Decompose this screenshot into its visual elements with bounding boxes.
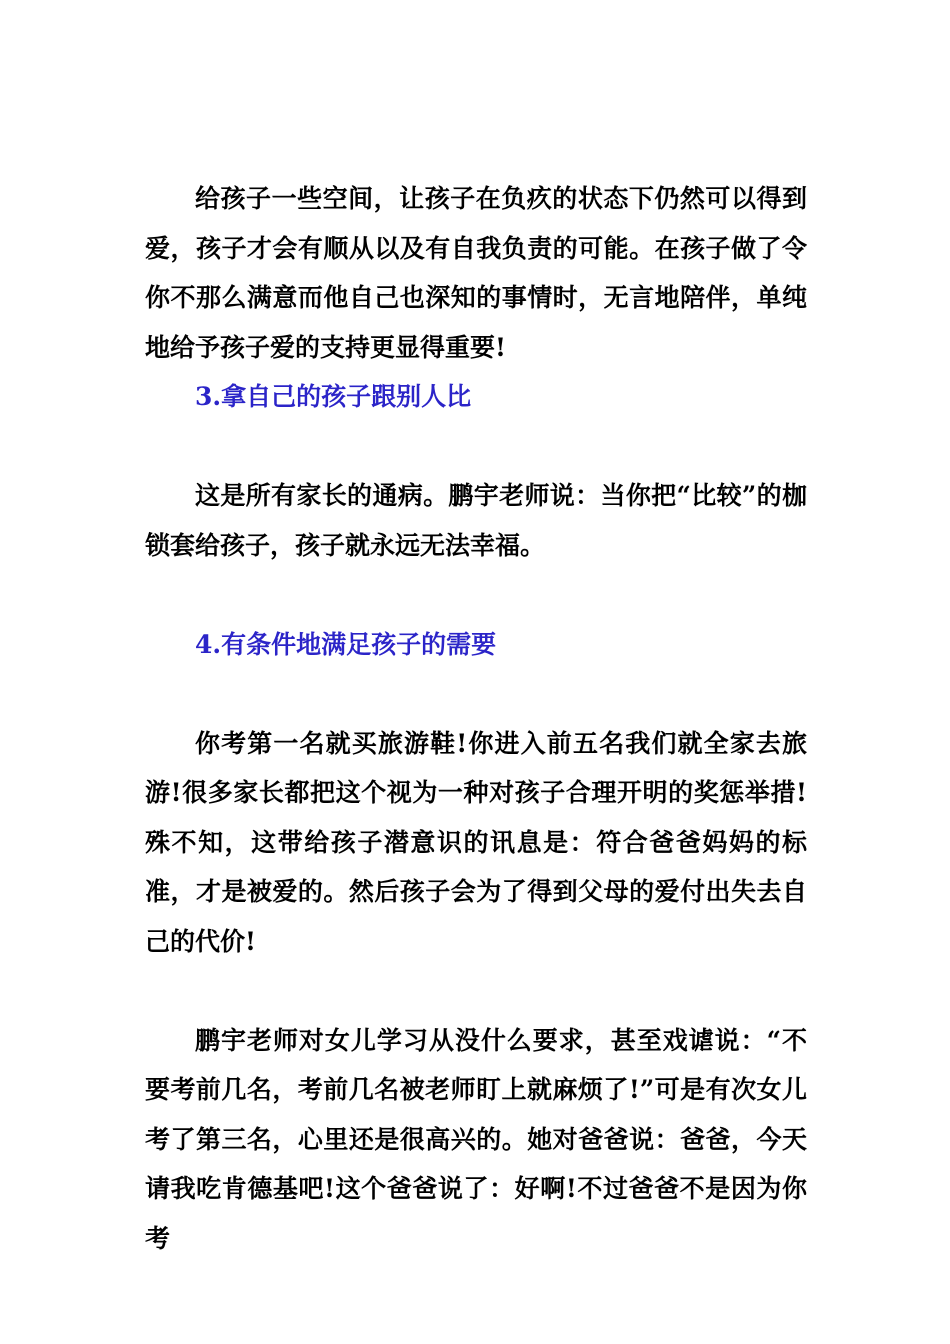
- section-heading-3: 3.拿自己的孩子跟别人比: [195, 382, 472, 411]
- blank-line: [145, 966, 807, 1016]
- paragraph-conditional-rewards: 你考第一名就买旅游鞋!你进入前五名我们就全家去旅游!很多家长都把这个视为一种对孩子合理开明的奖惩举措!殊不知，这带给孩子潜意识的讯息是：符合爸爸妈妈的标准，才是被爱的。然后孩子会为了得到父母的爱付出失去自己的代价!: [145, 728, 807, 956]
- blank-line: [145, 422, 807, 472]
- paragraph-teacher-daughter: 鹏宇老师对女儿学习从没什么要求，甚至戏谑说：“不要考前几名，考前几名被老师盯上就麻烦了!”可是有次女儿考了第三名，心里还是很高兴的。她对爸爸说：爸爸，今天请我吃肯德基吧!这个爸爸说了：好啊!不过爸爸不是因为你考: [145, 1025, 807, 1253]
- blank-line: [145, 669, 807, 719]
- section-heading-4: 4.有条件地满足孩子的需要: [195, 629, 497, 659]
- blank-line: [145, 570, 807, 620]
- paragraph-space-for-child: 给孩子一些空间，让孩子在负疚的状态下仍然可以得到爱，孩子才会有顺从以及有自我负责的可能。在孩子做了令你不那么满意而他自己也深知的事情时，无言地陪伴，单纯地给予孩子爱的支持更显得重要!: [145, 184, 807, 362]
- document-body: [145, 174, 807, 1263]
- paragraph-comparison: 这是所有家长的通病。鹏宇老师说：当你把“比较”的枷锁套给孩子，孩子就永远无法幸福。: [145, 481, 807, 560]
